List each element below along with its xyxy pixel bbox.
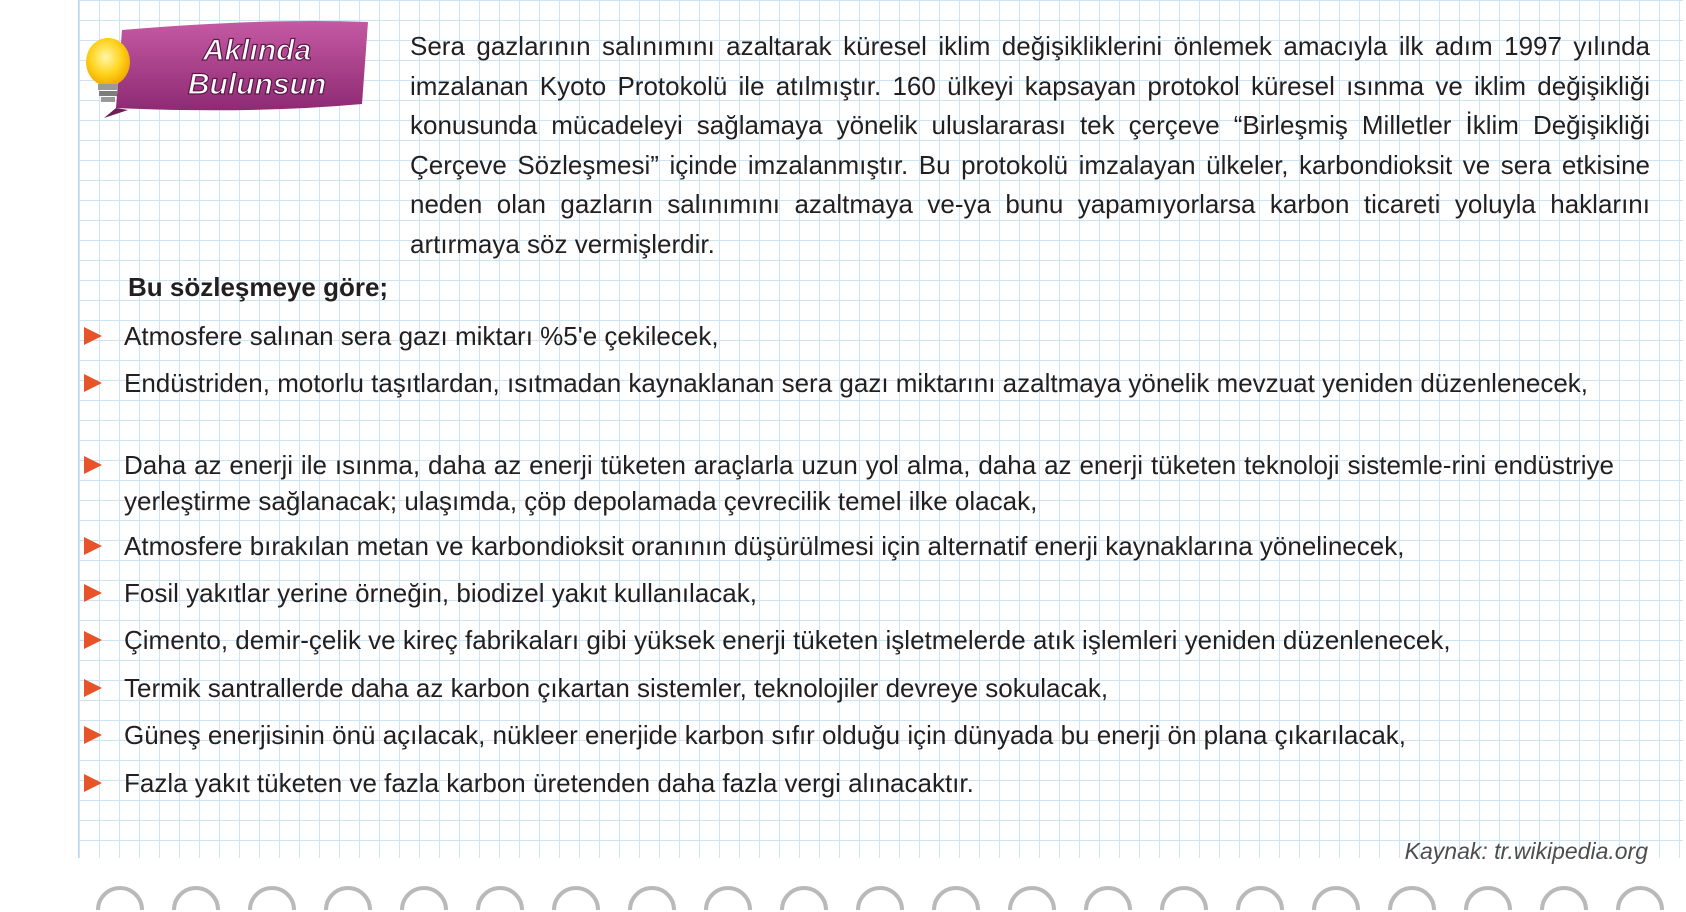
list-item-text: Atmosfere salınan sera gazı miktarı %5'e çekilecek,: [124, 321, 719, 351]
intro-paragraph: [410, 27, 1650, 264]
lead-heading: Bu sözleşmeye göre;: [128, 272, 389, 302]
triangle-bullet-icon: [84, 774, 102, 792]
triangle-bullet-icon: [84, 584, 102, 602]
list-item-text: Termik santrallerde daha az karbon çıkartan sistemler, teknolojiler devreye sokulacak,: [124, 673, 1109, 703]
triangle-bullet-icon: [84, 327, 102, 345]
spiral-binding: [78, 872, 1682, 912]
intro-text: Sera gazlarının salınımını azaltarak küresel iklim değişikliklerini önlemek amacıyla ilk adım 1997 yılında imzalanan Kyoto Protokolü ile atılmıştır. 160 ülkeyi kapsayan protokol küresel ısınma ve iklim değişikliği konusunda mücadeleyi sağlamaya yönelik uluslararası tek çerçeve “Birleşmiş Milletler İklim Değişikliği Çerçeve Sözleşmesi” içinde imzalanmıştır. Bu protokolü imzalayan ülkeler, karbondioksit ve sera etkisine neden olan gazların salınımını azaltmaya ve-ya bunu yapamıyorlarsa karbon ticareti yoluyla haklarını artırmaya söz vermişlerdir.: [410, 31, 1650, 259]
list-item-text: Fazla yakıt tüketen ve fazla karbon üretenden daha fazla vergi alınacaktır.: [124, 768, 974, 798]
triangle-bullet-icon: [84, 679, 102, 697]
triangle-bullet-icon: [84, 374, 102, 392]
aklinda-bulunsun-badge: [82, 14, 412, 126]
list-item-text: Güneş enerjisinin önü açılacak, nükleer enerjide karbon sıfır olduğu için dünyada bu enerji ön plana çıkarılacak,: [124, 720, 1406, 750]
badge-line2: Bulunsun: [187, 68, 327, 101]
triangle-bullet-icon: [84, 726, 102, 744]
triangle-bullet-icon: [84, 537, 102, 555]
list-item-text: Endüstriden, motorlu taşıtlardan, ısıtmadan kaynaklanan sera gazı miktarını azaltmaya yönelik mevzuat yeniden düzenlenecek,: [124, 368, 1589, 398]
triangle-bullet-icon: [84, 456, 102, 474]
list-item-text: Atmosfere bırakılan metan ve karbondioksit oranının düşürülmesi için alternatif enerji kaynaklarına yönelinecek,: [124, 531, 1405, 561]
list-item-text: Daha az enerji ile ısınma, daha az enerji tüketen araçlarla uzun yol alma, daha az enerji tüketen teknoloji sistemle-rini endüstriye yerleştirme sağlanacak; ulaşımda, çöp depolamada çevrecilik temel ilke olacak,: [124, 450, 1614, 516]
list-item-text: Fosil yakıtlar yerine örneğin, biodizel yakıt kullanılacak,: [124, 578, 757, 608]
list-item-text: Çimento, demir-çelik ve kireç fabrikaları gibi yüksek enerji tüketen işletmelerde atık işlemleri yeniden düzenlenecek,: [124, 625, 1451, 655]
source-citation: Kaynak: tr.wikipedia.org: [1404, 838, 1648, 864]
badge-line1: Aklında: [202, 34, 312, 67]
triangle-bullet-icon: [84, 631, 102, 649]
